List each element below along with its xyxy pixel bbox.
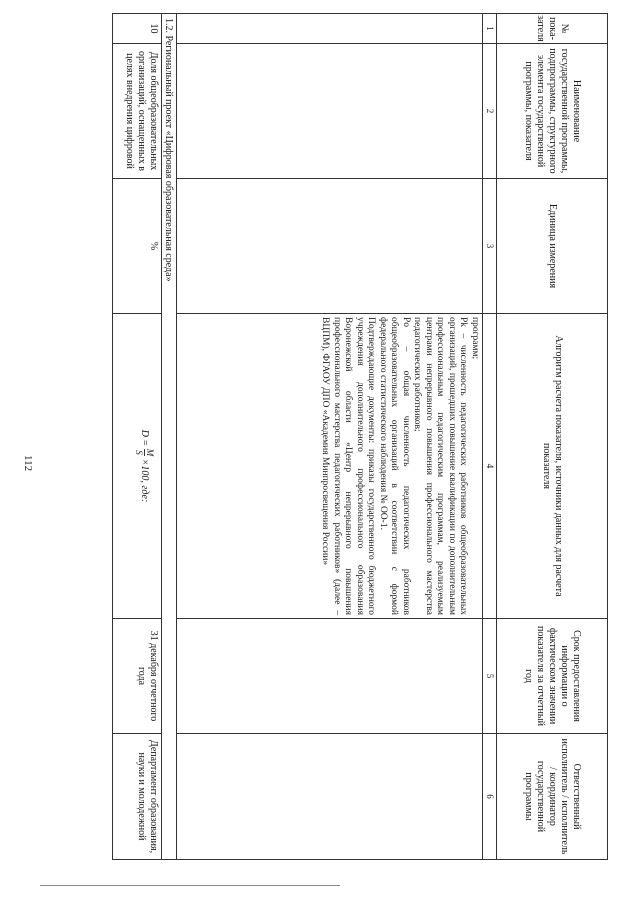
- algorithm-text: Po – общая численность педагогических работников общеобразовательных организаций в соответствии с формой федерального статистического наблюдения № ОО-1.: [378, 317, 411, 615]
- algorithm-text: Pk – численность педагогических работников общеобразовательных организаций, прошедших повышение квалификации по дополнительным профессиональным педагогическим программам, реализуемым центрами непрерывного повышения профессионального мастерства педагогических работников;: [412, 317, 469, 615]
- header-col-responsible: Ответственный исполнитель / исполнитель / координатор государственной программы: [523, 738, 582, 855]
- table-row: [113, 14, 161, 859]
- cell-empty: [177, 14, 482, 44]
- fraction: M S: [134, 448, 155, 457]
- cell-empty: [177, 619, 482, 734]
- algorithm-text: программ;: [470, 317, 480, 360]
- formula: D = M S ×100, где:: [113, 314, 161, 619]
- header-col-algorithm: Алгоритм расчета показателя, источники данных для расчета показателя: [497, 314, 607, 619]
- cell-empty: [177, 179, 482, 314]
- rotated-page: [65, 5, 625, 905]
- table-header-row: [496, 14, 607, 859]
- section-title: 1.2. Региональный проект «Цифровая образовательная среда»: [163, 18, 174, 282]
- deadline-value: 31 декабря отчетного года: [113, 619, 161, 734]
- row-number: 10: [113, 14, 161, 44]
- header-col-number: № пока-зателя: [497, 14, 607, 44]
- header-col-deadline: Срок предоставления информации о фактическом значении показателя за отчетный год: [497, 619, 607, 734]
- algorithm-cell: [177, 314, 482, 619]
- header-col-name: Наименование государственной программы, подпрограммы, структурного элемента государственной программы, показателя: [497, 44, 607, 179]
- col-number-2: 2: [483, 44, 496, 179]
- indicator-name: Доля общеобразовательных организаций, оснащенных в целях внедрения цифровой: [113, 44, 161, 179]
- responsible-value: Департамент образования, науки и молодежной: [136, 739, 159, 854]
- column-number-row: [482, 14, 496, 859]
- page-number: 112: [22, 455, 34, 472]
- col-number-5: 5: [483, 619, 496, 734]
- col-number-4: 4: [483, 314, 496, 619]
- header-col-unit: Единица измерения: [497, 179, 607, 314]
- indicator-table: [112, 13, 608, 860]
- table-row-continuation: [176, 14, 482, 859]
- col-number-6: 6: [485, 794, 495, 799]
- cell-empty: [177, 44, 482, 179]
- cell-empty: [177, 734, 482, 859]
- algorithm-text: Подтверждающие документы: приказы государственного бюджетного учреждения дополнительного профессионального образования Воронежской области «Центр непрерывного повышения профессионального мастерства педагогических работников» (далее – ВЦПМ), ФГАОУ ДПО «Академия Минпросвещения России»: [320, 317, 377, 615]
- col-number-1: 1: [483, 14, 496, 44]
- col-number-3: 3: [483, 179, 496, 314]
- section-row: [161, 14, 176, 859]
- unit-value: %: [113, 179, 161, 314]
- footer-rule: [40, 885, 340, 886]
